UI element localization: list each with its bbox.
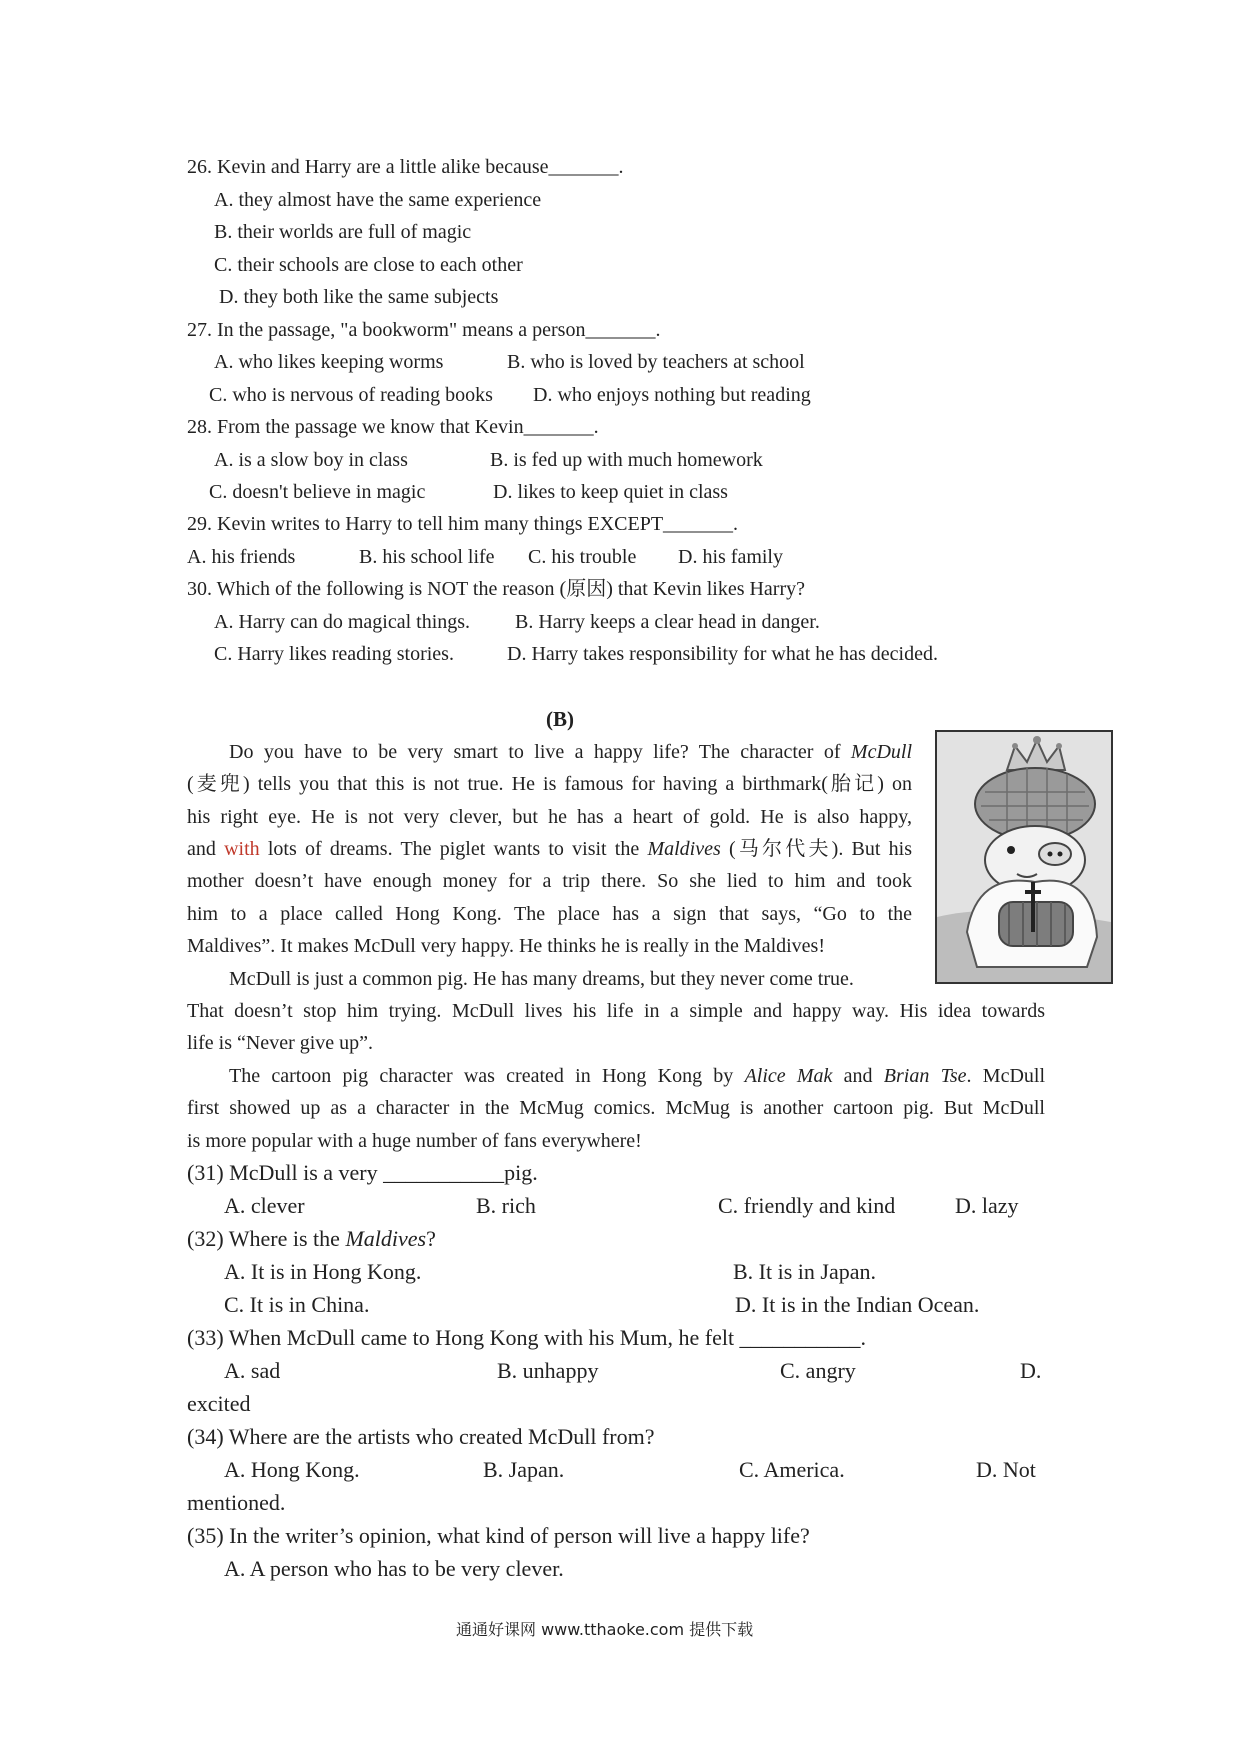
q34-option-c: C. America. [739,1457,845,1482]
q30-option-c: C. Harry likes reading stories. [214,643,454,665]
q27-option-c: C. who is nervous of reading books [209,384,493,406]
q31-option-a: A. clever [224,1193,305,1218]
page-footer: 通通好课网 www.tthaoke.com 提供下载 [456,1620,754,1639]
q33-option-c: C. angry [780,1358,856,1383]
q33-option-a: A. sad [224,1358,281,1383]
passage-line: life is “Never give up”. [187,1032,374,1054]
passage-line: Do you have to be very smart to live a happy life? The character of McDull [229,741,912,763]
q32-option-d: D. It is in the Indian Ocean. [735,1292,980,1317]
q31-stem: (31) McDull is a very ___________pig. [187,1160,538,1185]
passage-line: (麦兜) tells you that this is not true. He is famous for having a birthmark(胎记) on [187,773,912,795]
q34-option-a: A. Hong Kong. [224,1457,360,1482]
passage-line: Maldives”. It makes McDull very happy. He thinks he is really in the Maldives! [187,935,825,957]
mcdull-illustration [935,730,1113,984]
q28-stem: 28. From the passage we know that Kevin_______. [187,416,599,438]
passage-line: and with lots of dreams. The piglet wants to visit the Maldives (马尔代夫). But his [187,838,912,860]
passage-line: is more popular with a huge number of fans everywhere! [187,1130,642,1152]
q29-option-b: B. his school life [359,546,495,568]
q28-option-c: C. doesn't believe in magic [209,481,426,503]
q34-option-b: B. Japan. [483,1457,565,1482]
q35-stem: (35) In the writer’s opinion, what kind of person will live a happy life? [187,1523,810,1548]
q35-option-a: A. A person who has to be very clever. [224,1556,564,1581]
q31-option-d: D. lazy [955,1193,1019,1218]
passage-line: him to a place called Hong Kong. The place has a sign that says, “Go to the [187,903,912,925]
q26-option-a: A. they almost have the same experience [214,189,542,211]
q26-stem: 26. Kevin and Harry are a little alike because_______. [187,156,624,178]
passage-line: That doesn’t stop him trying. McDull lives his life in a simple and happy way. His idea towards [187,1000,1045,1022]
q34-option-d: D. Not [976,1457,1036,1482]
section-b-heading: (B) [546,707,574,731]
q31-option-b: B. rich [476,1193,536,1218]
q34-option-d-continued: mentioned. [187,1490,286,1515]
q29-option-d: D. his family [678,546,783,568]
q30-option-d: D. Harry takes responsibility for what he has decided. [507,643,938,665]
passage-line: The cartoon pig character was created in Hong Kong by Alice Mak and Brian Tse. McDull [229,1065,1046,1087]
passage-line: McDull is just a common pig. He has many dreams, but they never come true. [229,968,854,990]
q30-option-b: B. Harry keeps a clear head in danger. [515,611,820,633]
passage-line: his right eye. He is not very clever, but he has a heart of gold. He is also happy, [187,806,912,828]
q32-option-a: A. It is in Hong Kong. [224,1259,422,1284]
q27-option-a: A. who likes keeping worms [214,351,444,373]
q28-option-a: A. is a slow boy in class [214,449,408,471]
passage-line: first showed up as a character in the McMug comics. McMug is another cartoon pig. But McDull [187,1097,1045,1119]
q27-stem: 27. In the passage, "a bookworm" means a person_______. [187,319,661,341]
q31-option-c: C. friendly and kind [718,1193,896,1218]
mcdull-picture-icon [937,732,1111,982]
q32-stem: (32) Where is the Maldives? [187,1226,436,1251]
q26-option-d: D. they both like the same subjects [219,286,499,308]
q33-stem: (33) When McDull came to Hong Kong with his Mum, he felt ___________. [187,1325,867,1350]
passage-line: mother doesn’t have enough money for a trip there. So she lied to him and took [187,870,912,892]
q30-stem: 30. Which of the following is NOT the reason (原因) that Kevin likes Harry? [187,578,806,600]
q28-option-d: D. likes to keep quiet in class [493,481,728,503]
q30-option-a: A. Harry can do magical things. [214,611,471,633]
q27-option-d: D. who enjoys nothing but reading [533,384,811,406]
q29-option-a: A. his friends [187,546,296,568]
q26-option-c: C. their schools are close to each other [214,254,523,276]
q32-option-b: B. It is in Japan. [733,1259,876,1284]
highlighted-word: with [224,838,260,860]
q26-option-b: B. their worlds are full of magic [214,221,472,243]
q33-option-d-continued: excited [187,1391,251,1416]
q32-option-c: C. It is in China. [224,1292,370,1317]
q27-option-b: B. who is loved by teachers at school [507,351,805,373]
q28-option-b: B. is fed up with much homework [490,449,763,471]
q34-stem: (34) Where are the artists who created McDull from? [187,1424,655,1449]
q33-option-d: D. [1020,1358,1042,1383]
q33-option-b: B. unhappy [497,1358,599,1383]
q29-stem: 29. Kevin writes to Harry to tell him many things EXCEPT_______. [187,513,739,535]
q29-option-c: C. his trouble [528,546,637,568]
